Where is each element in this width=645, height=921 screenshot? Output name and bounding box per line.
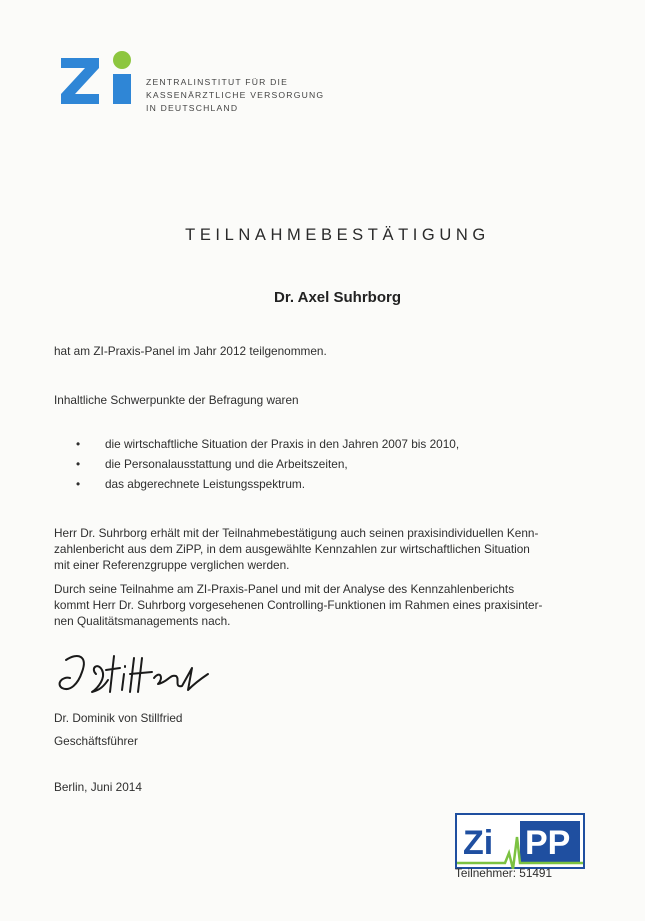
text-line: mit einer Referenzgruppe verglichen werden. [54,558,290,572]
list-item: • die Personalausstattung und die Arbeitszeiten, [76,457,348,471]
focus-intro: Inhaltliche Schwerpunkte der Befragung waren [54,393,299,407]
bullet-icon: • [76,457,81,471]
text-line: Herr Dr. Suhrborg erhält mit der Teilnahmebestätigung auch seinen praxisindividuellen Kenn- [54,526,539,540]
list-item: • die wirtschaftliche Situation der Praxis in den Jahren 2007 bis 2010, [76,437,460,451]
text-line: Durch seine Teilnahme am ZI-Praxis-Panel und mit der Analyse des Kennzahlenberichts [54,582,515,596]
participant-number: Teilnehmer: 51491 [455,866,553,880]
institute-line: IN DEUTSCHLAND [146,103,239,113]
zipp-logo-right: PP [525,824,571,862]
recipient-name: Dr. Axel Suhrborg [274,289,401,306]
zipp-logo-left: Zi [463,824,494,862]
paragraph-quality [54,581,599,629]
focus-list [54,437,459,497]
bullet-icon: • [76,437,81,451]
list-item: • das abgerechnete Leistungsspektrum. [76,477,306,491]
intro-text: hat am ZI-Praxis-Panel im Jahr 2012 teilgenommen. [54,344,327,358]
signatory-role: Geschäftsführer [54,734,138,748]
institute-name [146,76,324,115]
place-date: Berlin, Juni 2014 [54,780,142,794]
signatory-name: Dr. Dominik von Stillfried [54,711,183,725]
signature [52,648,222,702]
institute-line: KASSENÄRZTLICHE VERSORGUNG [146,90,325,100]
zi-logo [57,48,139,112]
text-line: kommt Herr Dr. Suhrborg vorgesehenen Controlling-Funktionen im Rahmen eines praxisinter- [54,598,543,612]
paragraph-report [54,525,599,573]
text-line: nen Qualitätsmanagements nach. [54,614,231,628]
zipp-logo [455,813,585,869]
document-title: TEILNAHMEBESTÄTIGUNG [185,226,490,244]
text-line: zahlenbericht aus dem ZiPP, in dem ausgewählte Kennzahlen zur wirtschaftlichen Situation [54,542,530,556]
institute-line: ZENTRALINSTITUT FÜR DIE [146,77,289,87]
bullet-icon: • [76,477,81,491]
